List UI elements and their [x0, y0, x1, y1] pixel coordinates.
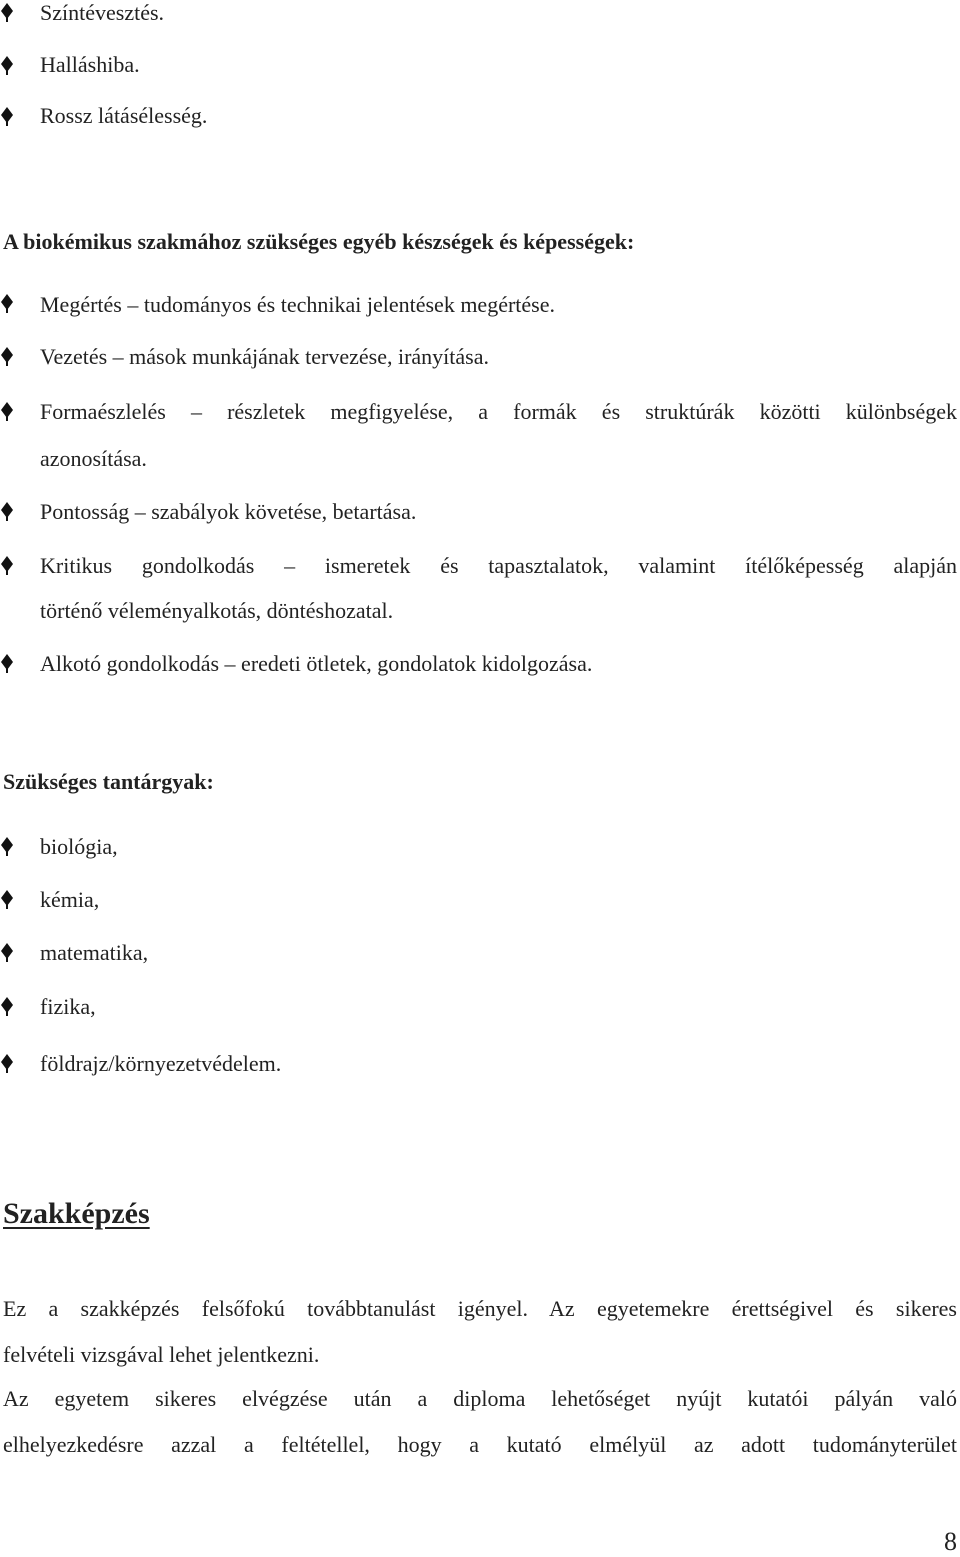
list-item: Halláshiba. — [40, 52, 140, 77]
paragraph-line: elhelyezkedésre azzal a feltétellel, hogy a kutató elmélyül az adott tudományterület — [3, 1432, 957, 1457]
page-number: 8 — [944, 1527, 957, 1556]
list-item-continuation: történő véleményalkotás, döntéshozatal. — [40, 598, 394, 623]
subjects-heading: Szükséges tantárgyak: — [3, 769, 214, 794]
diamond-bullet-icon — [0, 293, 14, 313]
list-item: Pontosság – szabályok követése, betartása. — [40, 499, 417, 524]
diamond-bullet-icon — [0, 996, 14, 1016]
diamond-bullet-icon — [0, 106, 14, 126]
skills-heading: A biokémikus szakmához szükséges egyéb készségek és képességek: — [3, 229, 635, 254]
paragraph-line: Ez a szakképzés felsőfokú továbbtanulást igényel. Az egyetemekre érettségivel és sikeres — [3, 1296, 957, 1321]
diamond-bullet-icon — [0, 55, 14, 75]
diamond-bullet-icon — [0, 346, 14, 366]
list-item: fizika, — [40, 994, 96, 1019]
diamond-bullet-icon — [0, 942, 14, 962]
section-title: Szakképzés — [3, 1197, 150, 1230]
list-item-continuation: azonosítása. — [40, 446, 147, 471]
diamond-bullet-icon — [0, 501, 14, 521]
diamond-bullet-icon — [0, 2, 14, 22]
diamond-bullet-icon — [0, 836, 14, 856]
paragraph-line: felvételi vizsgával lehet jelentkezni. — [3, 1342, 320, 1367]
list-item: kémia, — [40, 887, 100, 912]
list-item: földrajz/környezetvédelem. — [40, 1051, 282, 1076]
list-item: matematika, — [40, 940, 149, 965]
diamond-bullet-icon — [0, 1053, 14, 1073]
diamond-bullet-icon — [0, 653, 14, 673]
list-item: Színtévesztés. — [40, 0, 165, 25]
list-item: biológia, — [40, 834, 118, 859]
diamond-bullet-icon — [0, 889, 14, 909]
list-item: Kritikus gondolkodás – ismeretek és tapasztalatok, valamint ítélőképesség alapján — [40, 553, 957, 578]
diamond-bullet-icon — [0, 401, 14, 421]
diamond-bullet-icon — [0, 555, 14, 575]
list-item: Formaészlelés – részletek megfigyelése, a formák és struktúrák közötti különbségek — [40, 399, 957, 424]
paragraph-line: Az egyetem sikeres elvégzése után a diploma lehetőséget nyújt kutatói pályán való — [3, 1386, 957, 1411]
list-item: Alkotó gondolkodás – eredeti ötletek, gondolatok kidolgozása. — [40, 651, 593, 676]
list-item: Rossz látásélesség. — [40, 103, 208, 128]
list-item: Vezetés – mások munkájának tervezése, irányítása. — [40, 344, 489, 369]
list-item: Megértés – tudományos és technikai jelentések megértése. — [40, 292, 555, 317]
